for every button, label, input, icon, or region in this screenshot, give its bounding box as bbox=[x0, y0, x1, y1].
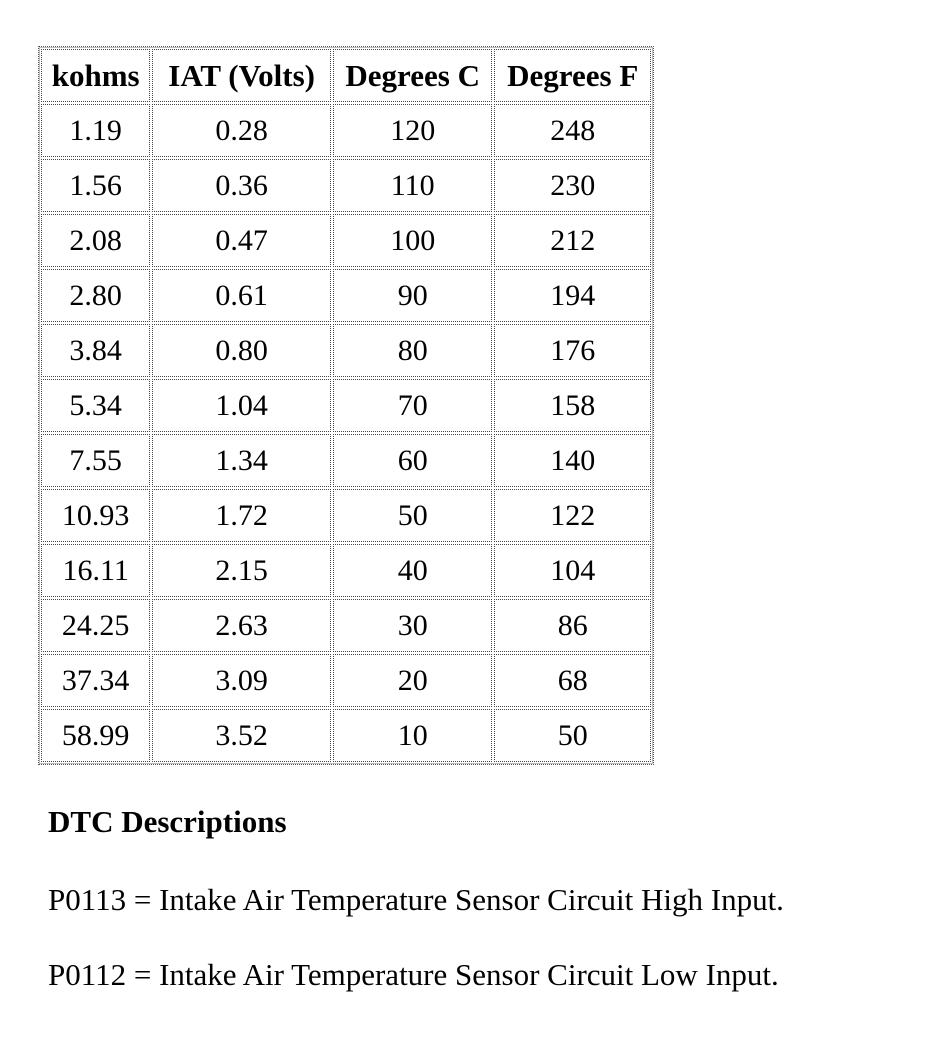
cell-degrees-c: 110 bbox=[333, 159, 493, 212]
cell-degrees-f: 86 bbox=[494, 599, 651, 652]
cell-degrees-c: 60 bbox=[333, 434, 493, 487]
iat-sensor-table-container bbox=[38, 46, 654, 765]
cell-kohms: 7.55 bbox=[41, 434, 150, 487]
cell-degrees-c: 10 bbox=[333, 709, 493, 762]
cell-degrees-f: 176 bbox=[494, 324, 651, 377]
dtc-p0113-description: P0113 = Intake Air Temperature Sensor Circuit High Input. bbox=[48, 882, 784, 917]
cell-kohms: 1.56 bbox=[41, 159, 150, 212]
cell-degrees-c: 120 bbox=[333, 104, 493, 157]
cell-kohms: 5.34 bbox=[41, 379, 150, 432]
cell-kohms: 3.84 bbox=[41, 324, 150, 377]
header-iat-volts: IAT (Volts) bbox=[152, 49, 331, 102]
table-row bbox=[41, 709, 651, 762]
cell-iat-volts: 0.28 bbox=[152, 104, 331, 157]
cell-degrees-c: 90 bbox=[333, 269, 493, 322]
cell-degrees-f: 230 bbox=[494, 159, 651, 212]
cell-degrees-f: 212 bbox=[494, 214, 651, 267]
cell-kohms: 10.93 bbox=[41, 489, 150, 542]
table-row bbox=[41, 489, 651, 542]
table-row bbox=[41, 324, 651, 377]
dtc-p0112-description: P0112 = Intake Air Temperature Sensor Circuit Low Input. bbox=[48, 957, 779, 992]
cell-degrees-c: 50 bbox=[333, 489, 493, 542]
table-row bbox=[41, 654, 651, 707]
header-degrees-c: Degrees C bbox=[333, 49, 493, 102]
cell-degrees-c: 40 bbox=[333, 544, 493, 597]
cell-kohms: 16.11 bbox=[41, 544, 150, 597]
cell-degrees-c: 30 bbox=[333, 599, 493, 652]
table-header-row bbox=[41, 49, 651, 102]
table-row bbox=[41, 214, 651, 267]
cell-iat-volts: 0.61 bbox=[152, 269, 331, 322]
cell-kohms: 24.25 bbox=[41, 599, 150, 652]
table-row bbox=[41, 379, 651, 432]
cell-degrees-f: 68 bbox=[494, 654, 651, 707]
cell-degrees-f: 194 bbox=[494, 269, 651, 322]
cell-iat-volts: 0.47 bbox=[152, 214, 331, 267]
table-row bbox=[41, 104, 651, 157]
table-row bbox=[41, 269, 651, 322]
dtc-heading: DTC Descriptions bbox=[48, 804, 287, 839]
cell-kohms: 58.99 bbox=[41, 709, 150, 762]
table-row bbox=[41, 159, 651, 212]
cell-degrees-f: 140 bbox=[494, 434, 651, 487]
cell-iat-volts: 0.36 bbox=[152, 159, 331, 212]
cell-degrees-f: 248 bbox=[494, 104, 651, 157]
cell-iat-volts: 3.52 bbox=[152, 709, 331, 762]
iat-sensor-table bbox=[39, 47, 653, 764]
cell-iat-volts: 1.04 bbox=[152, 379, 331, 432]
table-row bbox=[41, 599, 651, 652]
cell-iat-volts: 0.80 bbox=[152, 324, 331, 377]
cell-degrees-c: 20 bbox=[333, 654, 493, 707]
cell-kohms: 2.80 bbox=[41, 269, 150, 322]
table-row bbox=[41, 544, 651, 597]
cell-degrees-c: 80 bbox=[333, 324, 493, 377]
header-degrees-f: Degrees F bbox=[494, 49, 651, 102]
cell-degrees-c: 100 bbox=[333, 214, 493, 267]
cell-iat-volts: 1.34 bbox=[152, 434, 331, 487]
cell-degrees-f: 122 bbox=[494, 489, 651, 542]
table-row bbox=[41, 434, 651, 487]
cell-kohms: 1.19 bbox=[41, 104, 150, 157]
cell-kohms: 37.34 bbox=[41, 654, 150, 707]
cell-degrees-f: 104 bbox=[494, 544, 651, 597]
cell-degrees-f: 158 bbox=[494, 379, 651, 432]
cell-iat-volts: 2.63 bbox=[152, 599, 331, 652]
header-kohms: kohms bbox=[41, 49, 150, 102]
cell-kohms: 2.08 bbox=[41, 214, 150, 267]
cell-degrees-c: 70 bbox=[333, 379, 493, 432]
cell-iat-volts: 1.72 bbox=[152, 489, 331, 542]
cell-iat-volts: 3.09 bbox=[152, 654, 331, 707]
cell-iat-volts: 2.15 bbox=[152, 544, 331, 597]
cell-degrees-f: 50 bbox=[494, 709, 651, 762]
